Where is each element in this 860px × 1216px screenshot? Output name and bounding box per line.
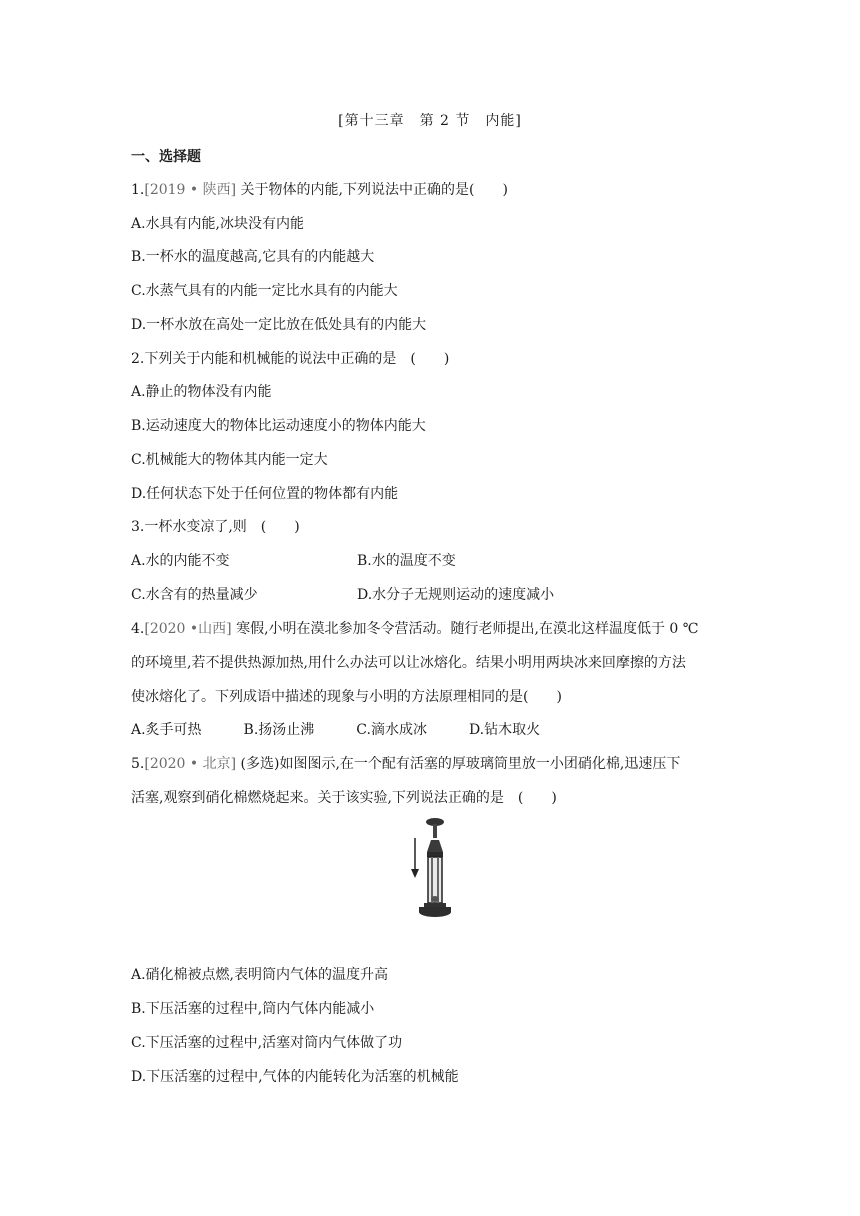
- question-3-stem: 3.一杯水变凉了,则 ( ): [131, 519, 300, 535]
- q5-option-a: A.硝化棉被点燃,表明筒内气体的温度升高: [131, 967, 389, 983]
- q2-option-d: D.任何状态下处于任何位置的物体都有内能: [131, 486, 399, 502]
- q5-option-b: B.下压活塞的过程中,筒内气体内能减小: [131, 1001, 375, 1017]
- question-number: 5.: [131, 756, 145, 772]
- question-4-stem-line-1: [131, 619, 698, 639]
- question-text: (多选)如图图示,在一个配有活塞的厚玻璃筒里放一小团硝化棉,迅速压下: [236, 756, 681, 772]
- q3-option-b: B.水的温度不变: [357, 553, 456, 569]
- q1-option-a: A.水具有内能,冰块没有内能: [131, 216, 305, 232]
- q1-option-d: D.一杯水放在高处一定比放在低处具有的内能大: [131, 317, 427, 333]
- question-4-stem-line-2: 的环境里,若不提供热源加热,用什么办法可以让冰熔化。结果小明用两块冰来回摩擦的方法: [131, 655, 686, 671]
- q1-option-c: C.水蒸气具有的内能一定比水具有的内能大: [131, 283, 398, 299]
- question-5-stem-line-1: [131, 754, 680, 774]
- q3-option-a: A.水的内能不变: [131, 553, 230, 569]
- q5-option-d: D.下压活塞的过程中,气体的内能转化为活塞的机械能: [131, 1069, 459, 1085]
- question-number: 4.: [131, 621, 145, 637]
- q2-option-b: B.运动速度大的物体比运动速度小的物体内能大: [131, 418, 426, 434]
- question-source: [2020 •山西]: [144, 621, 232, 637]
- question-source: [2020 • 北京]: [144, 756, 237, 772]
- q3-options-row-1: [131, 551, 230, 571]
- q2-option-c: C.机械能大的物体其内能一定大: [131, 452, 328, 468]
- q1-option-b: B.一杯水的温度越高,它具有的内能越大: [131, 249, 375, 265]
- section-heading: 一、选择题: [131, 149, 201, 165]
- question-5-stem-line-2: 活塞,观察到硝化棉燃烧起来。关于该实验,下列说法正确的是 ( ): [131, 790, 557, 806]
- q4-options: A.炙手可热 B.扬汤止沸 C.滴水成冰 D.钻木取火: [131, 722, 541, 738]
- question-4-stem-line-3: 使冰熔化了。下列成语中描述的现象与小明的方法原理相同的是( ): [131, 689, 562, 705]
- down-arrow-icon: [411, 838, 419, 878]
- q2-option-a: A.静止的物体没有内能: [131, 384, 272, 400]
- piston-tube-figure: [408, 816, 453, 921]
- question-text: 寒假,小明在漠北参加冬令营活动。随行老师提出,在漠北这样温度低于 0 ℃: [231, 621, 699, 637]
- q5-option-c: C.下压活塞的过程中,活塞对筒内气体做了功: [131, 1035, 403, 1051]
- chapter-title: [第十三章 第 2 节 内能]: [338, 113, 522, 129]
- question-text: 关于物体的内能,下列说法中正确的是( ): [236, 182, 508, 198]
- question-2-stem: 2.下列关于内能和机械能的说法中正确的是 ( ): [131, 351, 450, 367]
- question-1-stem: [131, 180, 508, 200]
- q3-option-d: D.水分子无规则运动的速度减小: [357, 587, 555, 603]
- q3-option-c: C.水含有的热量减少: [131, 587, 258, 603]
- question-number: 1.: [131, 182, 145, 198]
- question-source: [2019 • 陕西]: [144, 182, 237, 198]
